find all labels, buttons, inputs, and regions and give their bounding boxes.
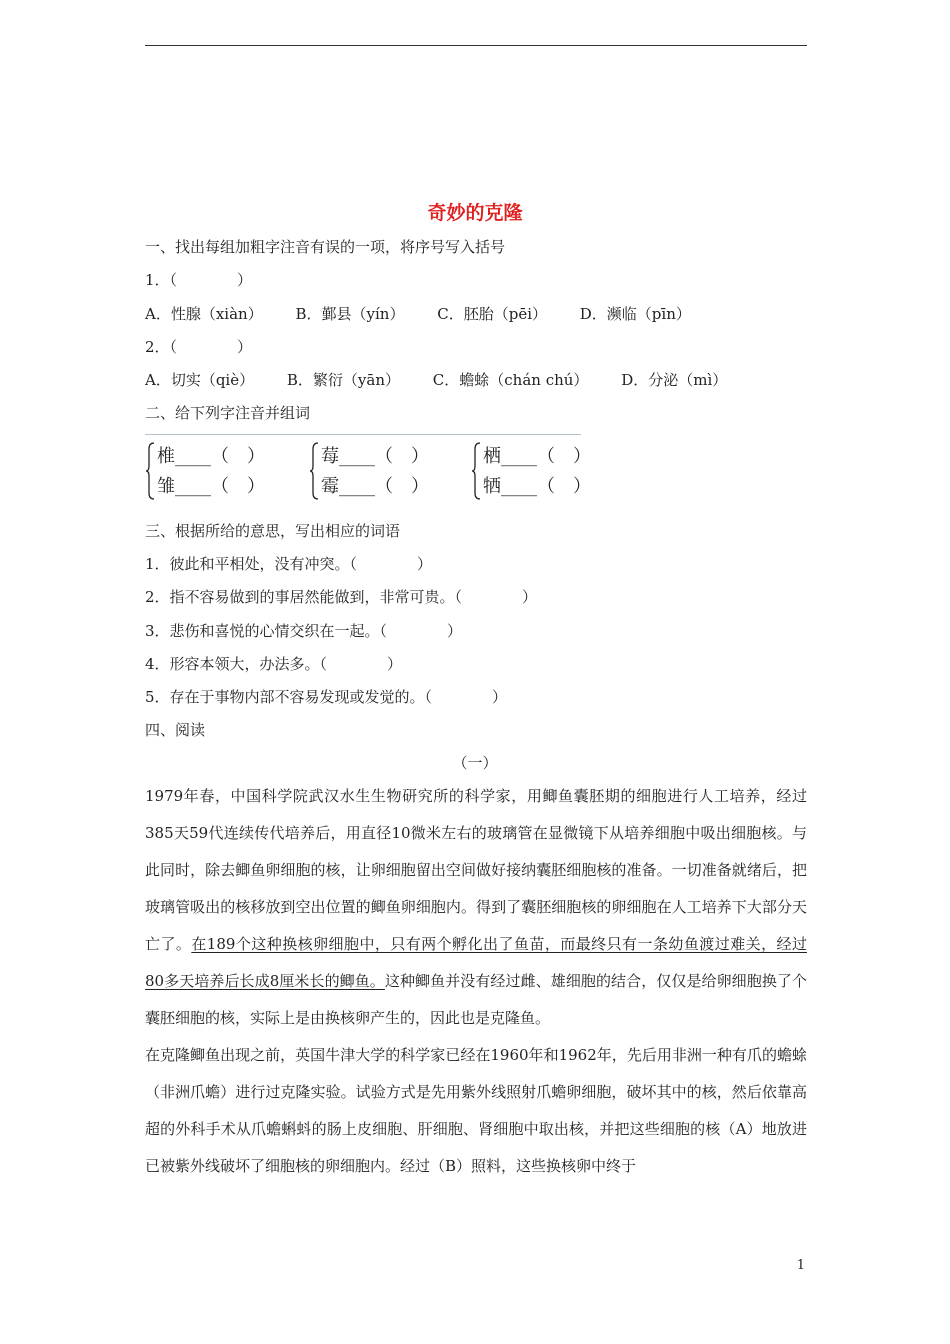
char-line: 牺____（ ） [483, 476, 591, 497]
page-number: 1 [796, 1258, 805, 1273]
table-rule [145, 434, 581, 435]
section4-heading: 四、阅读 [145, 721, 206, 739]
option-d: D．分泌（mì） [621, 371, 728, 389]
question-2-options [145, 370, 727, 390]
reading-passage [145, 778, 807, 1185]
paragraph-2: 在克隆鲫鱼出现之前，英国牛津大学的科学家已经在1960年和1962年，先后用非洲一种有爪的蟾蜍（非洲爪蟾）进行过克隆实验。试验方式是先用紫外线照射爪蟾卵细胞，破坏其中的核，然后依靠高超的外科手术从爪蟾蝌蚪的肠上皮细胞、肝细胞、肾细胞中取出核，并把这些细胞的核（A）地放进已被紫外线破坏了细胞核的卵细胞内。经过（B）照料，这些换核卵中终于 [145, 1046, 807, 1175]
section2-heading: 二、给下列字注音并组词 [145, 404, 311, 422]
option-c: C．蟾蜍（chán chú） [432, 371, 589, 389]
definition-item: 2．指不容易做到的事居然能做到，非常可贵。（ ） [145, 588, 538, 606]
option-a: A．切实（qiè） [145, 371, 255, 389]
brace-icon [471, 442, 481, 500]
question-1-options [145, 304, 691, 324]
paragraph-1: 1979年春，中国科学院武汉水生生物研究所的科学家，用鲫鱼囊胚期的细胞进行人工培养，经过385天59代连续传代培养后，用直径10微米左右的玻璃管在显微镜下从培养细胞中吸出细胞核。与此同时，除去鲫鱼卵细胞的核，让卵细胞留出空间做好接纳囊胚细胞核的准备。一切准备就绪后，把玻璃管吸出的核移放到空出位置的鲫鱼卵细胞内。得到了囊胚细胞核的卵细胞在人工培养下大部分天亡了。在189个这种换核卵细胞中，只有两个孵化出了鱼苗，而最终只有一条幼鱼渡过难关，经过80多天培养后长成8厘米长的鲫鱼。这种鲫鱼并没有经过雌、雄细胞的结合，仅仅是给卵细胞换了个囊胚细胞的核，实际上是由换核卵产生的，因此也是克隆鱼。 [145, 787, 807, 1027]
question-2: 2．（ ） [145, 338, 253, 356]
option-c: C．胚胎（pēi） [437, 305, 547, 323]
header-rule [145, 45, 807, 46]
definition-item: 1．彼此和平相处，没有冲突。（ ） [145, 555, 433, 573]
section1-heading: 一、找出每组加粗字注音有误的一项，将序号写入括号 [145, 238, 506, 256]
option-b: B．鄞县（yín） [295, 305, 405, 323]
char-line: 莓____（ ） [321, 446, 429, 467]
definition-item: 5．存在于事物内部不容易发现或发觉的。（ ） [145, 688, 508, 706]
reading-subheading: （一） [452, 754, 498, 772]
option-b: B．繁衍（yān） [286, 371, 401, 389]
page-title: 奇妙的克隆 [427, 202, 523, 224]
char-line: 椎____（ ） [157, 446, 265, 467]
char-line: 栖____（ ） [483, 446, 591, 467]
brace-icon [145, 442, 155, 500]
char-line: 雏____（ ） [157, 476, 265, 497]
question-1: 1．（ ） [145, 271, 253, 289]
definition-item: 4．形容本领大，办法多。（ ） [145, 655, 403, 673]
char-line: 霉____（ ） [321, 476, 429, 497]
brace-icon [309, 442, 319, 500]
section3-heading: 三、根据所给的意思，写出相应的词语 [145, 522, 401, 540]
option-d: D．濒临（pīn） [579, 305, 691, 323]
underlined-sentence: 在189个这种换核卵细胞中，只有两个孵化出了鱼苗，而最终只有一条幼鱼渡过难关，经过80多天培养后长成8厘米长的鲫鱼。 [145, 935, 807, 990]
definition-item: 3．悲伤和喜悦的心情交织在一起。（ ） [145, 622, 463, 640]
option-a: A．性腺（xiàn） [145, 305, 263, 323]
